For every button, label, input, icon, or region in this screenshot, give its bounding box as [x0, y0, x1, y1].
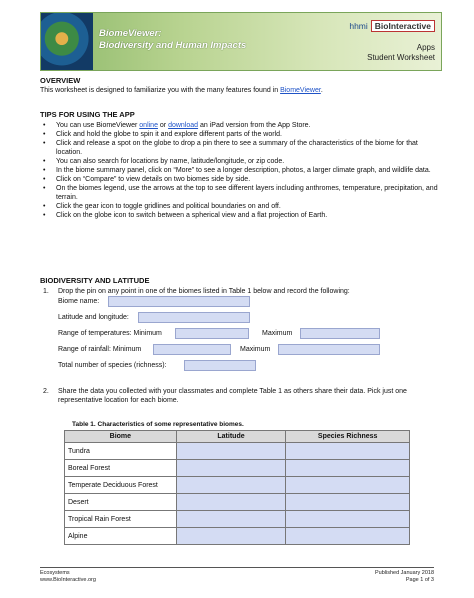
tip-item: • Click the gear icon to toggle gridlines and political boundaries on and off. [40, 202, 445, 211]
rain-min-field[interactable] [153, 344, 231, 355]
title-line-1: BiomeViewer: [99, 28, 162, 39]
worksheet-type [367, 43, 435, 63]
header-species-richness: Species Richness [286, 431, 410, 443]
species-label: Total number of species (richness): [58, 362, 167, 369]
biomes-table [64, 430, 410, 545]
latlon-field[interactable] [138, 312, 250, 323]
latitude-input-cell[interactable] [176, 511, 286, 528]
temp-min-field[interactable] [175, 328, 249, 339]
temp-min-label: Range of temperatures: Minimum [58, 330, 162, 337]
richness-input-cell[interactable] [286, 460, 410, 477]
tips-heading: TIPS FOR USING THE APP [40, 110, 135, 119]
question-1-text: Drop the pin on any point in one of the biomes listed in Table 1 below and record the following: [58, 288, 350, 295]
student-worksheet-label: Student Worksheet [367, 53, 435, 62]
biome-cell: Alpine [65, 528, 177, 545]
question-2-number: 2. [43, 388, 49, 395]
footer-unit: Ecosystems [40, 570, 70, 576]
globe-thumbnail-image [41, 13, 93, 70]
table-caption: Table 1. Characteristics of some representative biomes. [72, 421, 244, 428]
tip-item [40, 121, 445, 130]
header-banner [40, 12, 442, 71]
temp-max-field[interactable] [300, 328, 380, 339]
rain-max-label: Maximum [240, 346, 271, 353]
footer-divider [40, 567, 434, 568]
biome-cell: Tropical Rain Forest [65, 511, 177, 528]
richness-input-cell[interactable] [286, 511, 410, 528]
biome-cell: Boreal Forest [65, 460, 177, 477]
tip-1-text-a: You can use BiomeViewer [56, 122, 140, 129]
biome-name-field[interactable] [108, 296, 250, 307]
tip-item: • On the biomes legend, use the arrows at the top to see different layers including anthromes, temperature, precipitation, and terrain. [40, 184, 445, 202]
latitude-input-cell[interactable] [176, 477, 286, 494]
rain-max-field[interactable] [278, 344, 380, 355]
footer-left [40, 570, 96, 584]
footer-page-number: Page 1 of 3 [405, 577, 434, 583]
species-field[interactable] [184, 360, 256, 371]
tip-1-text-b: or [157, 122, 169, 129]
overview-text [40, 86, 440, 95]
table-row [65, 511, 410, 528]
latitude-input-cell[interactable] [176, 443, 286, 460]
biomeviewer-link[interactable]: BiomeViewer [280, 87, 321, 94]
table-row [65, 460, 410, 477]
overview-text-after: . [320, 87, 323, 94]
header-latitude: Latitude [176, 431, 286, 443]
tip-item: • In the biome summary panel, click on “More” to see a longer description, photos, a larger climate graph, and wildlife data. [40, 166, 445, 175]
latitude-input-cell[interactable] [176, 460, 286, 477]
table-row [65, 477, 410, 494]
tip-item: • Click on the globe icon to switch between a spherical view and a flat projection of Earth. [40, 211, 445, 220]
richness-input-cell[interactable] [286, 528, 410, 545]
online-link[interactable]: online [139, 122, 158, 129]
biome-cell: Tundra [65, 443, 177, 460]
footer-right [375, 570, 434, 584]
hhmi-biointeractive-logo [349, 21, 435, 31]
tip-item: • Click and hold the globe to spin it and explore different parts of the world. [40, 130, 445, 139]
latitude-input-cell[interactable] [176, 528, 286, 545]
richness-input-cell[interactable] [286, 494, 410, 511]
rain-min-label: Range of rainfall: Minimum [58, 346, 142, 353]
tip-item: • Click and release a spot on the globe to drop a pin there to see a summary of the characteristics of the biome for that location. [40, 139, 445, 157]
temp-max-label: Maximum [262, 330, 293, 337]
biome-cell: Desert [65, 494, 177, 511]
overview-text-before: This worksheet is designed to familiarize you with the many features found in [40, 87, 281, 94]
biome-cell: Temperate Deciduous Forest [65, 477, 177, 494]
download-link[interactable]: download [168, 122, 199, 129]
footer-website: www.BioInteractive.org [40, 577, 96, 583]
richness-input-cell[interactable] [286, 477, 410, 494]
question-1-number: 1. [43, 288, 49, 295]
worksheet-title [99, 28, 246, 52]
overview-heading: OVERVIEW [40, 76, 81, 85]
header-biome: Biome [65, 431, 177, 443]
footer-published: Published January 2018 [374, 570, 434, 576]
latitude-input-cell[interactable] [176, 494, 286, 511]
biome-name-label: Biome name: [58, 298, 100, 305]
latlon-label: Latitude and longitude: [58, 314, 129, 321]
title-line-2: Biodiversity and Human Impacts [99, 40, 247, 51]
table-row [65, 528, 410, 545]
apps-label: Apps [416, 43, 435, 52]
tip-item: • Click on “Compare” to view details on two biomes side by side. [40, 175, 445, 184]
tips-list [40, 121, 445, 220]
table-header-row [65, 431, 410, 443]
logo-biointeractive: BioInteractive [371, 20, 435, 32]
biodiversity-heading: BIODIVERSITY AND LATITUDE [40, 276, 150, 285]
question-2-text: Share the data you collected with your classmates and complete Table 1 as others share their data. Pick just one representative location for each biome. [58, 388, 407, 404]
table-row [65, 443, 410, 460]
tip-item: • You can also search for locations by name, latitude/longitude, or zip code. [40, 157, 445, 166]
table-row [65, 494, 410, 511]
tip-1-text-c: an iPad version from the App Store. [198, 122, 311, 129]
logo-hhmi: hhmi [349, 21, 368, 31]
richness-input-cell[interactable] [286, 443, 410, 460]
